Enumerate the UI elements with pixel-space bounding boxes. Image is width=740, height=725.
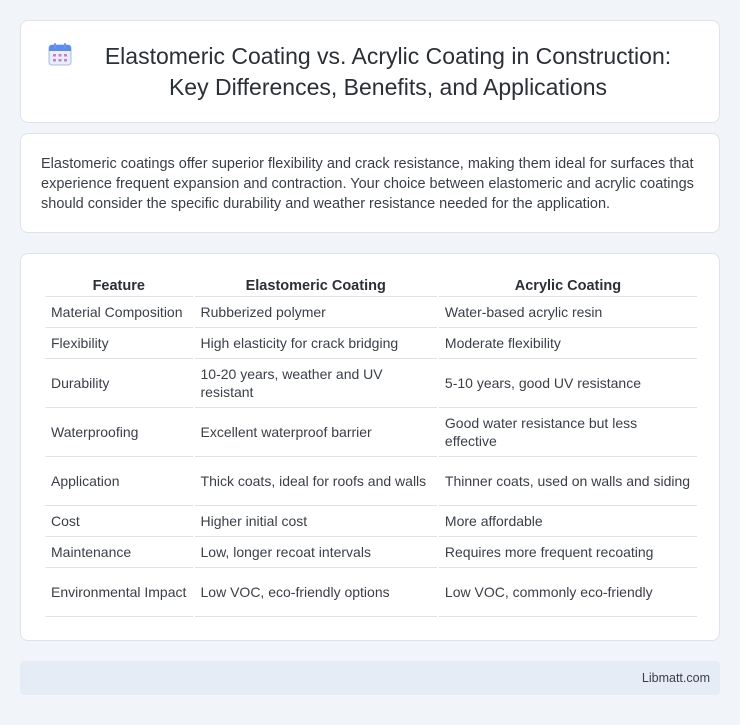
title-wrap (47, 41, 693, 103)
title-card (20, 20, 720, 123)
cell-acrylic: Requires more frequent recoating (439, 537, 697, 568)
cell-elastomeric: Higher initial cost (195, 506, 437, 537)
cell-feature: Maintenance (45, 537, 193, 568)
cell-acrylic: Low VOC, commonly eco-friendly (439, 568, 697, 617)
header-elastomeric: Elastomeric Coating (195, 276, 437, 297)
cell-feature: Material Composition (45, 297, 193, 328)
cell-acrylic: 5-10 years, good UV resistance (439, 359, 697, 408)
cell-elastomeric: Low, longer recoat intervals (195, 537, 437, 568)
header-feature: Feature (45, 276, 193, 297)
comparison-table (43, 276, 699, 617)
cell-elastomeric: 10-20 years, weather and UV resistant (195, 359, 437, 408)
table-row (45, 506, 697, 537)
table-row (45, 457, 697, 506)
cell-elastomeric: High elasticity for crack bridging (195, 328, 437, 359)
cell-feature: Environmental Impact (45, 568, 193, 617)
table-row (45, 408, 697, 457)
cell-acrylic: Thinner coats, used on walls and siding (439, 457, 697, 506)
intro-card (20, 133, 720, 233)
calendar-icon (47, 41, 73, 67)
table-row (45, 568, 697, 617)
page-title: Elastomeric Coating vs. Acrylic Coating in Construction: Key Differences, Benefits, and Applications (104, 42, 672, 100)
cell-feature: Application (45, 457, 193, 506)
cell-elastomeric: Rubberized polymer (195, 297, 437, 328)
cell-feature: Flexibility (45, 328, 193, 359)
table-row (45, 359, 697, 408)
cell-feature: Durability (45, 359, 193, 408)
intro-text: Elastomeric coatings offer superior flexibility and crack resistance, making them ideal for surfaces that experience frequent expansion and contraction. Your choice between elastomeric and acrylic coatings should consider the specific durability and weather resistance needed for the application. (41, 156, 694, 212)
table-card (20, 253, 720, 641)
footer (20, 661, 720, 695)
cell-acrylic: Good water resistance but less effective (439, 408, 697, 457)
table-row (45, 297, 697, 328)
cell-acrylic: Water-based acrylic resin (439, 297, 697, 328)
table-row (45, 537, 697, 568)
footer-brand: Libmatt.com (641, 671, 710, 685)
table-row (45, 328, 697, 359)
cell-elastomeric: Excellent waterproof barrier (195, 408, 437, 457)
table-header-row (45, 276, 697, 297)
cell-feature: Waterproofing (45, 408, 193, 457)
cell-acrylic: Moderate flexibility (439, 328, 697, 359)
cell-acrylic: More affordable (439, 506, 697, 537)
header-acrylic: Acrylic Coating (439, 276, 697, 297)
cell-feature: Cost (45, 506, 193, 537)
cell-elastomeric: Low VOC, eco-friendly options (195, 568, 437, 617)
cell-elastomeric: Thick coats, ideal for roofs and walls (195, 457, 437, 506)
